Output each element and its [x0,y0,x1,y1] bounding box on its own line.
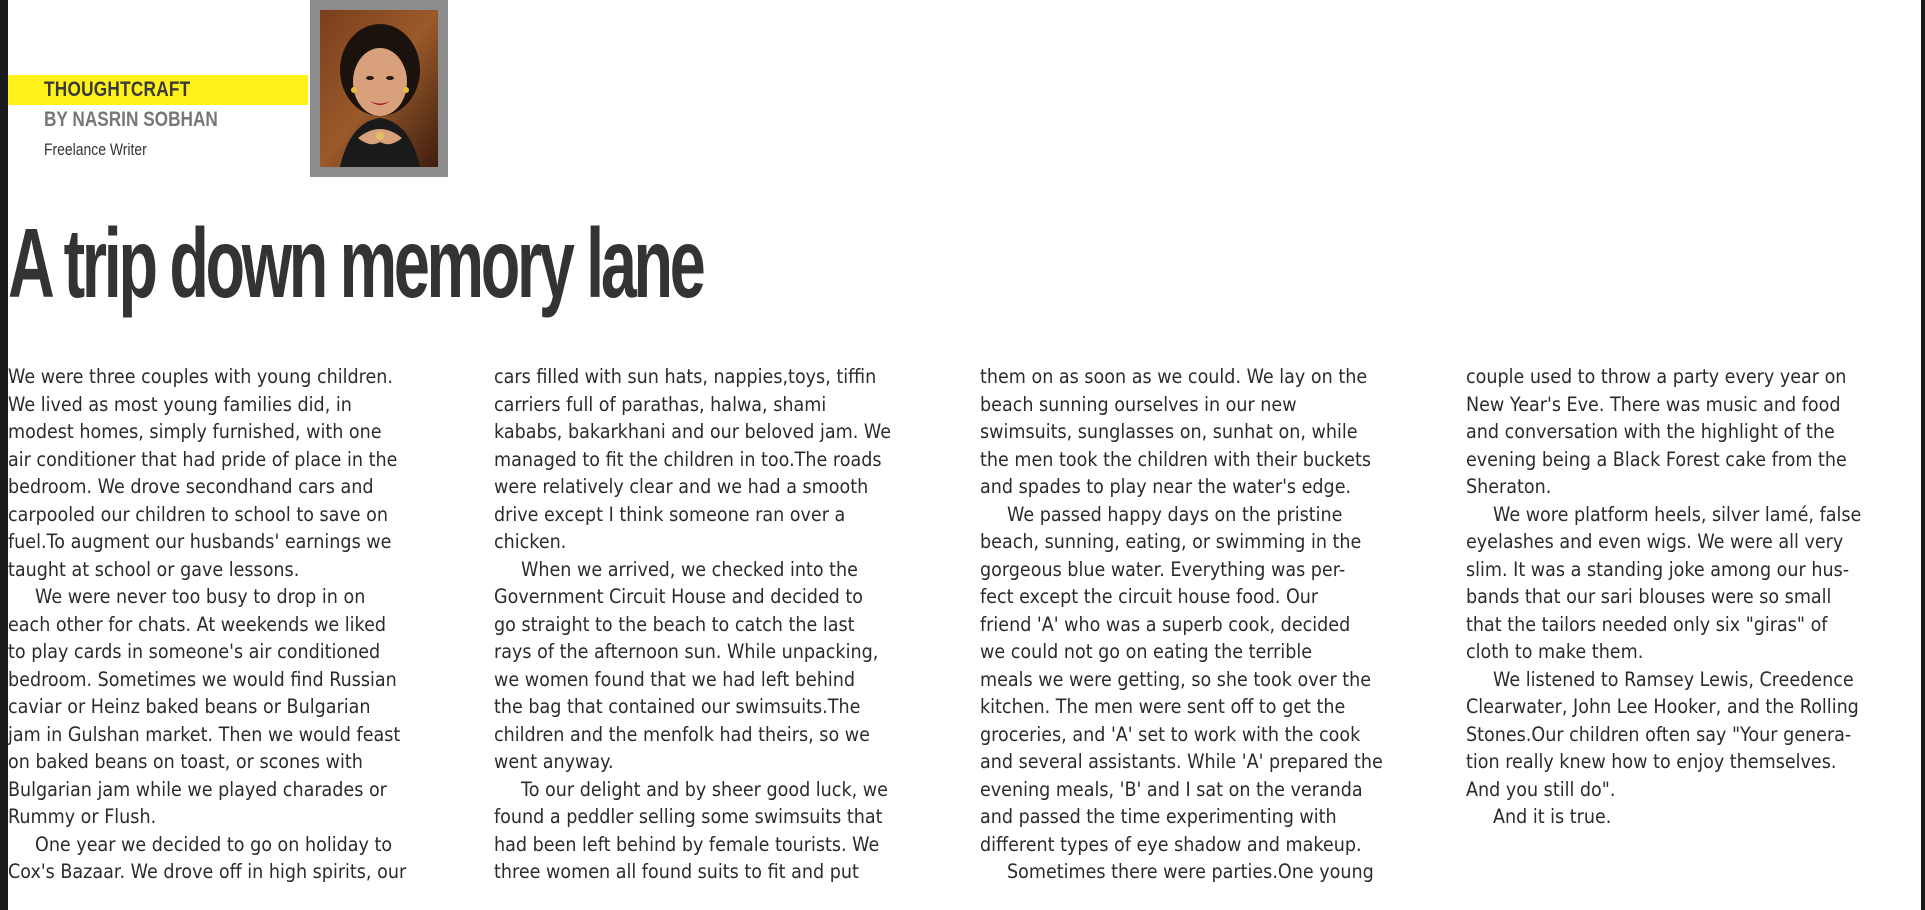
article-line: beach, sunning, eating, or swimming in the [980,530,1362,553]
article-line: swimsuits, sunglasses on, sunhat on, while [980,420,1358,443]
article-line: One year we decided to go on holiday to [35,832,393,856]
article-line: that the tailors needed only six "giras" of [1466,612,1828,636]
article-line: go straight to the beach to catch the last [494,612,855,636]
article-line: We listened to Ramsey Lewis, Creedence [1493,667,1854,691]
article-line: and spades to play near the water's edge. [980,475,1352,498]
article-line: to play cards in someone's air conditioned [8,640,381,663]
article-line: each other for chats. At weekends we liked [8,612,387,636]
author-photo [310,0,448,177]
article-column-4 [1466,363,1916,831]
article-line: We passed happy days on the pristine [1007,502,1343,526]
article-line: kitchen. The men were sent off to get the [980,695,1346,718]
article-line: cloth to make them. [1466,640,1644,663]
article-line: three women all found suits to fit and put [494,860,859,883]
article-line: we women found that we had left behind [494,667,856,691]
article-line: evening meals, 'B' and I sat on the veranda [980,777,1363,801]
article-line: were relatively clear and we had a smooth [494,475,869,498]
article-line: modest homes, simply furnished, with one [8,420,382,443]
article-line: We lived as most young families did, in [8,392,352,416]
article-line: fuel.To augment our husbands' earnings we [8,530,392,553]
article-line: the bag that contained our swimsuits.The [494,695,861,718]
article-line: bedroom. Sometimes we would find Russian [8,667,397,691]
article-line: managed to fit the children in too.The roads [494,447,882,471]
article-line: and several assistants. While 'A' prepared the [980,750,1383,773]
article-line: Sometimes there were parties.One young [1007,860,1374,883]
article-line: To our delight and by sheer good luck, we [521,777,888,801]
article-line: chicken. [494,530,567,553]
article-line: and passed the time experimenting with [980,805,1337,828]
article-line: jam in Gulshan market. Then we would feast [8,722,401,746]
article-line: evening being a Black Forest cake from the [1466,447,1847,471]
portrait-image [320,10,438,167]
article-line: couple used to throw a party every year on [1466,365,1847,388]
article-line: went anyway. [494,750,614,773]
article-line: air conditioner that had pride of place in the [8,447,398,471]
article-line: Stones.Our children often say "Your genera- [1466,722,1852,746]
article-line: the men took the children with their buckets [980,447,1372,471]
article-line: We were three couples with young children. [8,365,394,388]
article-line: Sheraton. [1466,475,1552,498]
article-line: And it is true. [1493,805,1612,828]
article-line: And you still do". [1466,777,1616,801]
article-line: When we arrived, we checked into the [521,557,858,581]
article-line: meals we were getting, so she took over the [980,667,1372,691]
article-line: and conversation with the highlight of the [1466,420,1835,443]
article-line: Clearwater, John Lee Hooker, and the Rolling [1466,695,1859,718]
article-line: bands that our sari blouses were so small [1466,585,1832,608]
article-line: taught at school or gave lessons. [8,557,300,581]
right-border [1921,0,1925,910]
article-line: Bulgarian jam while we played charades or [8,777,387,801]
article-column-1 [8,363,458,886]
author-role: Freelance Writer [44,140,147,159]
article-line: had been left behind by female tourists. We [494,832,880,856]
author-byline: BY NASRIN SOBHAN [44,108,218,131]
article-line: rays of the afternoon sun. While unpacking, [494,640,879,663]
article-line: them on as soon as we could. We lay on the [980,365,1368,388]
article-line: Rummy or Flush. [8,805,157,828]
article-line: groceries, and 'A' set to work with the cook [980,722,1361,746]
article-column-3 [980,363,1430,886]
article-line: kababs, bakarkhani and our beloved jam. We [494,420,891,443]
article-line: carriers full of parathas, halwa, shami [494,392,827,416]
article-line: eyelashes and even wigs. We were all very [1466,530,1844,553]
article-line: bedroom. We drove secondhand cars and [8,475,374,498]
article-line: gorgeous blue water. Everything was per- [980,557,1346,581]
article-headline: A trip down memory lane [8,208,703,318]
article-line: found a peddler selling some swimsuits that [494,805,883,828]
article-line: drive except I think someone ran over a [494,502,846,526]
article-line: different types of eye shadow and makeup. [980,832,1362,856]
article-line: caviar or Heinz baked beans or Bulgarian [8,695,371,718]
article-line: tion really knew how to enjoy themselves. [1466,750,1837,773]
article-line: beach sunning ourselves in our new [980,392,1297,416]
article-line: carpooled our children to school to save on [8,502,389,526]
article-line: cars filled with sun hats, nappies,toys, tiffin [494,365,877,388]
article-line: on baked beans on toast, or scones with [8,750,363,773]
column-kicker: THOUGHTCRAFT [44,78,191,101]
article-line: slim. It was a standing joke among our hus- [1466,557,1850,581]
article-line: We wore platform heels, silver lamé, false [1493,502,1862,526]
article-line: friend 'A' who was a superb cook, decided [980,612,1351,636]
article-line: New Year's Eve. There was music and food [1466,392,1841,416]
article-column-2 [494,363,944,886]
article-line: we could not go on eating the terrible [980,640,1313,663]
article-line: fect except the circuit house food. Our [980,585,1319,608]
left-border [0,0,8,910]
article-line: children and the menfolk had theirs, so we [494,722,870,746]
article-line: Government Circuit House and decided to [494,585,864,608]
article-line: Cox's Bazaar. We drove off in high spirits, our [8,860,407,883]
article-line: We were never too busy to drop in on [35,585,366,608]
